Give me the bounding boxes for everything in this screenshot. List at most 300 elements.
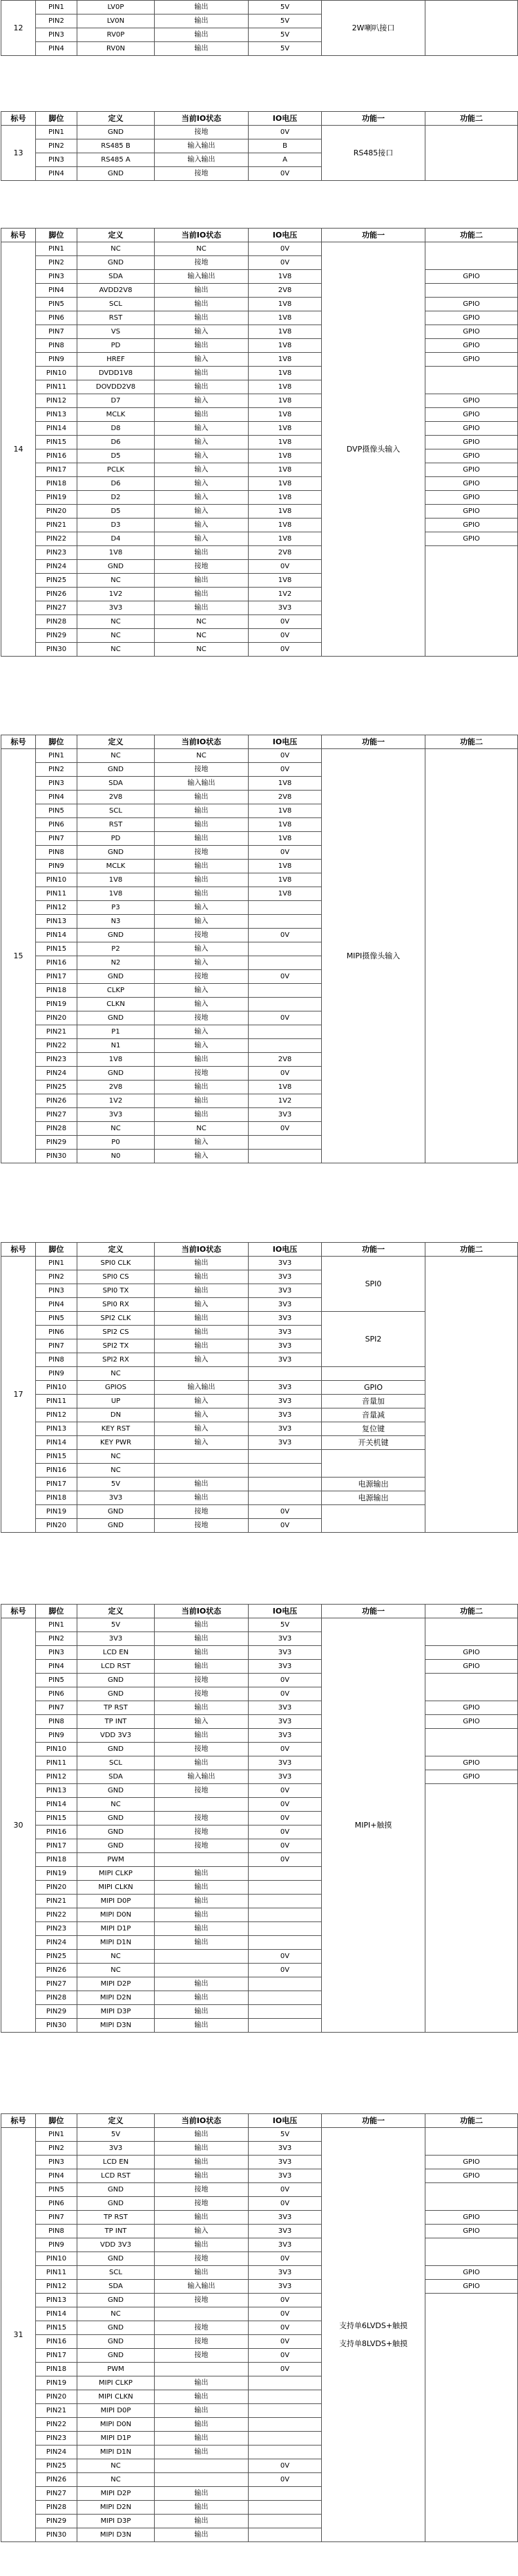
- io-state-cell: 输入: [155, 1408, 249, 1422]
- table-row: [1, 339, 518, 353]
- header-voltage: IO电压: [249, 2114, 322, 2128]
- header-func2: 功能二: [425, 112, 518, 126]
- definition-cell: GND: [77, 1839, 155, 1853]
- function-two-cell: GPIO: [425, 2169, 518, 2183]
- function-two-cell: GPIO: [425, 353, 518, 367]
- io-state-cell: 输入: [155, 519, 249, 532]
- table-header-row: [1, 1605, 518, 1618]
- io-voltage-cell: 3V3: [249, 2169, 322, 2183]
- io-voltage-cell: 1V8: [249, 449, 322, 463]
- definition-cell: GND: [77, 2321, 155, 2335]
- io-state-cell: 输出: [155, 574, 249, 588]
- definition-cell: D6: [77, 477, 155, 491]
- pin-table-12: [1, 0, 518, 56]
- function-one-text: 电源输出: [358, 1493, 389, 1502]
- header-serial: 标号: [1, 2114, 36, 2128]
- io-voltage-cell: 3V3: [249, 2238, 322, 2252]
- function-two-cell: [425, 284, 518, 298]
- function-one-text: MIPI+触摸: [354, 1821, 392, 1830]
- io-state-cell: 输出: [155, 1881, 249, 1895]
- io-voltage-cell: 0V: [249, 2321, 322, 2335]
- definition-cell: TP RST: [77, 2211, 155, 2225]
- definition-cell: GND: [77, 2183, 155, 2197]
- definition-cell: PD: [77, 832, 155, 846]
- io-voltage-cell: 0V: [249, 2294, 322, 2307]
- io-voltage-cell: 1V8: [249, 887, 322, 901]
- io-state-cell: 接地: [155, 1743, 249, 1756]
- definition-cell: MIPI CLKP: [77, 2376, 155, 2390]
- io-voltage-cell: 1V8: [249, 832, 322, 846]
- io-voltage-cell: [249, 956, 322, 970]
- definition-cell: MIPI D2P: [77, 1977, 155, 1991]
- definition-cell: CLKN: [77, 998, 155, 1011]
- io-voltage-cell: 0V: [249, 1067, 322, 1081]
- definition-cell: D5: [77, 505, 155, 519]
- io-state-cell: 输出: [155, 2142, 249, 2156]
- definition-cell: SCL: [77, 298, 155, 311]
- io-voltage-cell: 0V: [249, 929, 322, 942]
- io-state-cell: 输出: [155, 298, 249, 311]
- definition-cell: MIPI D3P: [77, 2515, 155, 2528]
- definition-cell: DN: [77, 1408, 155, 1422]
- table-row: [1, 2183, 518, 2197]
- io-voltage-cell: 0V: [249, 615, 322, 629]
- pin-cell: PIN15: [36, 942, 77, 956]
- io-voltage-cell: 3V3: [249, 1770, 322, 1784]
- pin-cell: PIN17: [36, 970, 77, 984]
- io-voltage-cell: 0V: [249, 1812, 322, 1826]
- pin-cell: PIN7: [36, 1701, 77, 1715]
- table-row: [1, 126, 518, 139]
- io-voltage-cell: 3V3: [249, 1408, 322, 1422]
- table-row: [1, 1770, 518, 1784]
- pin-cell: PIN2: [36, 14, 77, 28]
- pin-cell: PIN26: [36, 2473, 77, 2487]
- io-state-cell: 输入: [155, 2225, 249, 2238]
- function-two-cell: GPIO: [425, 2225, 518, 2238]
- io-voltage-cell: 0V: [249, 1950, 322, 1964]
- header-state: 当前IO状态: [155, 1243, 249, 1257]
- io-state-cell: [155, 1950, 249, 1964]
- header-voltage: IO电压: [249, 1605, 322, 1618]
- pin-cell: PIN1: [36, 1618, 77, 1632]
- definition-cell: 1V2: [77, 1094, 155, 1108]
- function-one-text: DVP摄像头输入: [346, 445, 401, 454]
- pin-cell: PIN27: [36, 601, 77, 615]
- pin-cell: PIN3: [36, 153, 77, 167]
- header-func1: 功能一: [322, 112, 425, 126]
- io-state-cell: 输入: [155, 984, 249, 998]
- definition-cell: GND: [77, 970, 155, 984]
- io-state-cell: NC: [155, 629, 249, 643]
- table-row: [1, 463, 518, 477]
- definition-cell: MIPI D3P: [77, 2005, 155, 2019]
- definition-cell: MIPI CLKP: [77, 1867, 155, 1881]
- pin-table-17: [1, 1242, 518, 1533]
- io-state-cell: 输出: [155, 2432, 249, 2446]
- io-state-cell: 输出: [155, 887, 249, 901]
- pin-cell: PIN4: [36, 284, 77, 298]
- function-one-cell: [322, 1, 425, 56]
- io-state-cell: 输出: [155, 2515, 249, 2528]
- table-row: [1, 1729, 518, 1743]
- io-voltage-cell: 3V3: [249, 1270, 322, 1284]
- io-state-cell: 输出: [155, 1701, 249, 1715]
- io-state-cell: 输出: [155, 2156, 249, 2169]
- io-state-cell: 输出: [155, 791, 249, 804]
- io-state-cell: 输入: [155, 1436, 249, 1450]
- io-voltage-cell: 3V3: [249, 2156, 322, 2169]
- pin-cell: PIN20: [36, 1881, 77, 1895]
- pin-cell: PIN9: [36, 353, 77, 367]
- table-row: [1, 1618, 518, 1632]
- io-voltage-cell: [249, 1478, 322, 1491]
- io-voltage-cell: [249, 1450, 322, 1464]
- io-voltage-cell: [249, 2515, 322, 2528]
- pin-cell: PIN23: [36, 2432, 77, 2446]
- pin-cell: PIN10: [36, 1381, 77, 1395]
- io-state-cell: 输入: [155, 956, 249, 970]
- io-state-cell: 输入输出: [155, 2280, 249, 2294]
- pin-cell: PIN4: [36, 167, 77, 181]
- definition-cell: GND: [77, 1505, 155, 1519]
- pin-cell: PIN23: [36, 1053, 77, 1067]
- table-row: [1, 311, 518, 325]
- definition-cell: P3: [77, 901, 155, 915]
- pin-cell: PIN13: [36, 1784, 77, 1798]
- pin-cell: PIN3: [36, 28, 77, 42]
- io-voltage-cell: 1V8: [249, 873, 322, 887]
- io-voltage-cell: 0V: [249, 2459, 322, 2473]
- pin-cell: PIN7: [36, 325, 77, 339]
- pin-cell: PIN14: [36, 1436, 77, 1450]
- header-serial: 标号: [1, 735, 36, 749]
- io-state-cell: 接地: [155, 2349, 249, 2363]
- definition-cell: 5V: [77, 1478, 155, 1491]
- io-voltage-cell: 0V: [249, 1743, 322, 1756]
- pin-cell: PIN15: [36, 1450, 77, 1464]
- io-state-cell: 接地: [155, 970, 249, 984]
- pin-cell: PIN18: [36, 1491, 77, 1505]
- function-one-cell: [322, 749, 425, 1163]
- io-state-cell: 输出: [155, 1646, 249, 1660]
- definition-cell: MIPI D1P: [77, 1922, 155, 1936]
- definition-cell: TP INT: [77, 2225, 155, 2238]
- definition-cell: 1V2: [77, 588, 155, 601]
- definition-cell: N3: [77, 915, 155, 929]
- definition-cell: P0: [77, 1136, 155, 1150]
- io-voltage-cell: 2V8: [249, 791, 322, 804]
- definition-cell: N2: [77, 956, 155, 970]
- pin-cell: PIN8: [36, 2225, 77, 2238]
- table-row: [1, 1701, 518, 1715]
- function-one-cell: [322, 1367, 425, 1381]
- definition-cell: MIPI D0P: [77, 2404, 155, 2418]
- definition-cell: MCLK: [77, 860, 155, 873]
- pin-cell: PIN2: [36, 2142, 77, 2156]
- io-voltage-cell: 1V8: [249, 505, 322, 519]
- function-two-cell: GPIO: [425, 2156, 518, 2169]
- definition-cell: NC: [77, 1122, 155, 1136]
- io-voltage-cell: [249, 998, 322, 1011]
- pin-cell: PIN29: [36, 2005, 77, 2019]
- definition-cell: GND: [77, 1812, 155, 1826]
- definition-cell: NC: [77, 615, 155, 629]
- pin-cell: PIN1: [36, 242, 77, 256]
- pin-cell: PIN12: [36, 394, 77, 408]
- table-row: [1, 2128, 518, 2142]
- pin-cell: PIN25: [36, 1081, 77, 1094]
- io-voltage-cell: 0V: [249, 2307, 322, 2321]
- io-voltage-cell: 1V8: [249, 339, 322, 353]
- io-voltage-cell: 1V8: [249, 804, 322, 818]
- io-state-cell: 输入输出: [155, 1381, 249, 1395]
- definition-cell: NC: [77, 629, 155, 643]
- io-voltage-cell: [249, 1136, 322, 1150]
- io-state-cell: 输出: [155, 601, 249, 615]
- header-voltage: IO电压: [249, 1243, 322, 1257]
- io-voltage-cell: 0V: [249, 560, 322, 574]
- definition-cell: GND: [77, 1687, 155, 1701]
- definition-cell: D3: [77, 519, 155, 532]
- io-voltage-cell: 0V: [249, 1798, 322, 1812]
- pin-cell: PIN3: [36, 2156, 77, 2169]
- definition-cell: LCD RST: [77, 1660, 155, 1674]
- table-row: [1, 422, 518, 436]
- pin-cell: PIN3: [36, 1646, 77, 1660]
- function-two-cell: [425, 2183, 518, 2211]
- header-func2: 功能二: [425, 1243, 518, 1257]
- io-voltage-cell: 3V3: [249, 2280, 322, 2294]
- definition-cell: 3V3: [77, 2142, 155, 2156]
- io-voltage-cell: 0V: [249, 256, 322, 270]
- function-one-text: RS485接口: [353, 148, 394, 157]
- io-voltage-cell: A: [249, 153, 322, 167]
- definition-cell: GND: [77, 256, 155, 270]
- function-two-cell: GPIO: [425, 325, 518, 339]
- io-state-cell: 接地: [155, 2294, 249, 2307]
- io-voltage-cell: [249, 2404, 322, 2418]
- table-row: [1, 505, 518, 519]
- header-state: 当前IO状态: [155, 2114, 249, 2128]
- io-state-cell: 接地: [155, 1011, 249, 1025]
- io-voltage-cell: 1V8: [249, 380, 322, 394]
- io-voltage-cell: [249, 1867, 322, 1881]
- table-header-row: [1, 1243, 518, 1257]
- io-voltage-cell: [249, 1922, 322, 1936]
- pin-cell: PIN19: [36, 2376, 77, 2390]
- header-def: 定义: [77, 1243, 155, 1257]
- table-row: [1, 394, 518, 408]
- pin-cell: PIN20: [36, 1519, 77, 1533]
- header-func2: 功能二: [425, 2114, 518, 2128]
- definition-cell: NC: [77, 2473, 155, 2487]
- definition-cell: LCD RST: [77, 2169, 155, 2183]
- table-row: [1, 436, 518, 449]
- function-two-cell: GPIO: [425, 505, 518, 519]
- io-state-cell: 输出: [155, 2169, 249, 2183]
- definition-cell: SPI0 RX: [77, 1298, 155, 1312]
- definition-cell: GND: [77, 560, 155, 574]
- pin-cell: PIN14: [36, 1798, 77, 1812]
- io-state-cell: [155, 1798, 249, 1812]
- header-state: 当前IO状态: [155, 112, 249, 126]
- function-one-cell: [322, 1257, 425, 1312]
- header-func1: 功能一: [322, 229, 425, 242]
- pin-cell: PIN10: [36, 1743, 77, 1756]
- function-two-cell: GPIO: [425, 422, 518, 436]
- io-voltage-cell: 3V3: [249, 1715, 322, 1729]
- pin-cell: PIN22: [36, 532, 77, 546]
- definition-cell: 3V3: [77, 1108, 155, 1122]
- header-def: 定义: [77, 229, 155, 242]
- definition-cell: MIPI D3N: [77, 2528, 155, 2542]
- io-state-cell: [155, 1964, 249, 1977]
- io-voltage-cell: 1V8: [249, 818, 322, 832]
- pin-cell: PIN28: [36, 615, 77, 629]
- definition-cell: MIPI D1N: [77, 1936, 155, 1950]
- pin-cell: PIN19: [36, 1867, 77, 1881]
- table-row: [1, 1674, 518, 1687]
- pin-cell: PIN16: [36, 449, 77, 463]
- pin-cell: PIN28: [36, 1991, 77, 2005]
- io-state-cell: 输出: [155, 873, 249, 887]
- header-def: 定义: [77, 735, 155, 749]
- io-voltage-cell: 1V8: [249, 436, 322, 449]
- definition-cell: 2V8: [77, 1081, 155, 1094]
- function-two-cell: [425, 546, 518, 657]
- io-state-cell: 输出: [155, 311, 249, 325]
- io-voltage-cell: 1V8: [249, 860, 322, 873]
- io-state-cell: 输出: [155, 2128, 249, 2142]
- io-state-cell: 输入: [155, 353, 249, 367]
- io-state-cell: 输出: [155, 546, 249, 560]
- definition-cell: MCLK: [77, 408, 155, 422]
- pin-cell: PIN28: [36, 1122, 77, 1136]
- serial-number-cell: 14: [1, 242, 36, 657]
- table-row: [1, 491, 518, 505]
- definition-cell: MIPI D0N: [77, 1908, 155, 1922]
- definition-cell: 3V3: [77, 601, 155, 615]
- io-state-cell: 输出: [155, 408, 249, 422]
- pin-cell: PIN25: [36, 1950, 77, 1964]
- function-one-text: SPI0: [365, 1279, 382, 1288]
- io-state-cell: 输出: [155, 284, 249, 298]
- io-voltage-cell: 2V8: [249, 284, 322, 298]
- table-row: [1, 1784, 518, 1798]
- function-two-cell: GPIO: [425, 436, 518, 449]
- io-voltage-cell: 3V3: [249, 1395, 322, 1408]
- io-state-cell: NC: [155, 1122, 249, 1136]
- pin-cell: PIN30: [36, 1150, 77, 1163]
- io-voltage-cell: [249, 984, 322, 998]
- io-voltage-cell: 0V: [249, 1784, 322, 1798]
- io-voltage-cell: 0V: [249, 749, 322, 763]
- io-voltage-cell: 3V3: [249, 1353, 322, 1367]
- pin-cell: PIN30: [36, 2019, 77, 2033]
- io-state-cell: 输出: [155, 1867, 249, 1881]
- function-two-cell: [425, 1729, 518, 1756]
- pin-cell: PIN25: [36, 2459, 77, 2473]
- header-func1: 功能一: [322, 735, 425, 749]
- io-voltage-cell: [249, 1895, 322, 1908]
- io-voltage-cell: 0V: [249, 1964, 322, 1977]
- definition-cell: MIPI D0P: [77, 1895, 155, 1908]
- pin-cell: PIN17: [36, 2349, 77, 2363]
- io-state-cell: 输出: [155, 2446, 249, 2459]
- pin-cell: PIN11: [36, 380, 77, 394]
- io-state-cell: 接地: [155, 1839, 249, 1853]
- io-voltage-cell: [249, 2501, 322, 2515]
- pin-cell: PIN12: [36, 2280, 77, 2294]
- io-voltage-cell: 1V8: [249, 298, 322, 311]
- io-state-cell: 输入: [155, 1353, 249, 1367]
- io-state-cell: 输入输出: [155, 139, 249, 153]
- io-state-cell: 输出: [155, 380, 249, 394]
- io-state-cell: 接地: [155, 1784, 249, 1798]
- function-one-text: SPI2: [365, 1335, 382, 1344]
- io-voltage-cell: 2V8: [249, 1053, 322, 1067]
- definition-cell: 5V: [77, 1618, 155, 1632]
- io-state-cell: NC: [155, 643, 249, 657]
- io-state-cell: 输入: [155, 998, 249, 1011]
- definition-cell: RS485 A: [77, 153, 155, 167]
- io-voltage-cell: [249, 1025, 322, 1039]
- io-voltage-cell: 3V3: [249, 1632, 322, 1646]
- definition-cell: 3V3: [77, 1491, 155, 1505]
- io-voltage-cell: 3V3: [249, 1729, 322, 1743]
- function-one-cell: [322, 1505, 425, 1533]
- io-voltage-cell: [249, 1367, 322, 1381]
- table-row: [1, 242, 518, 256]
- pin-cell: PIN5: [36, 1674, 77, 1687]
- io-state-cell: 输出: [155, 818, 249, 832]
- header-serial: 标号: [1, 112, 36, 126]
- io-state-cell: 接地: [155, 2335, 249, 2349]
- pin-cell: PIN8: [36, 339, 77, 353]
- pin-cell: PIN24: [36, 1067, 77, 1081]
- pin-cell: PIN5: [36, 2183, 77, 2197]
- table-row: [1, 1, 518, 14]
- io-voltage-cell: 1V8: [249, 1081, 322, 1094]
- pin-cell: PIN2: [36, 763, 77, 777]
- table-row: [1, 2294, 518, 2307]
- table-row: [1, 367, 518, 380]
- header-def: 定义: [77, 1605, 155, 1618]
- serial-number-cell: 17: [1, 1257, 36, 1533]
- io-state-cell: 输入: [155, 1422, 249, 1436]
- pin-cell: PIN4: [36, 1298, 77, 1312]
- definition-cell: NC: [77, 1367, 155, 1381]
- function-one-cell: [322, 242, 425, 657]
- io-voltage-cell: 3V3: [249, 2211, 322, 2225]
- io-state-cell: 输出: [155, 1339, 249, 1353]
- io-state-cell: 输出: [155, 1284, 249, 1298]
- function-two-cell: [425, 126, 518, 181]
- io-voltage-cell: 3V3: [249, 1381, 322, 1395]
- pin-cell: PIN18: [36, 2363, 77, 2376]
- io-state-cell: [155, 1450, 249, 1464]
- io-voltage-cell: 3V3: [249, 1436, 322, 1450]
- io-voltage-cell: 0V: [249, 2363, 322, 2376]
- pin-cell: PIN3: [36, 270, 77, 284]
- io-voltage-cell: 5V: [249, 28, 322, 42]
- io-voltage-cell: 3V3: [249, 1326, 322, 1339]
- pin-cell: PIN21: [36, 2404, 77, 2418]
- function-one-text: 2W喇叭接口: [352, 23, 395, 32]
- io-voltage-cell: [249, 915, 322, 929]
- function-two-cell: GPIO: [425, 2280, 518, 2294]
